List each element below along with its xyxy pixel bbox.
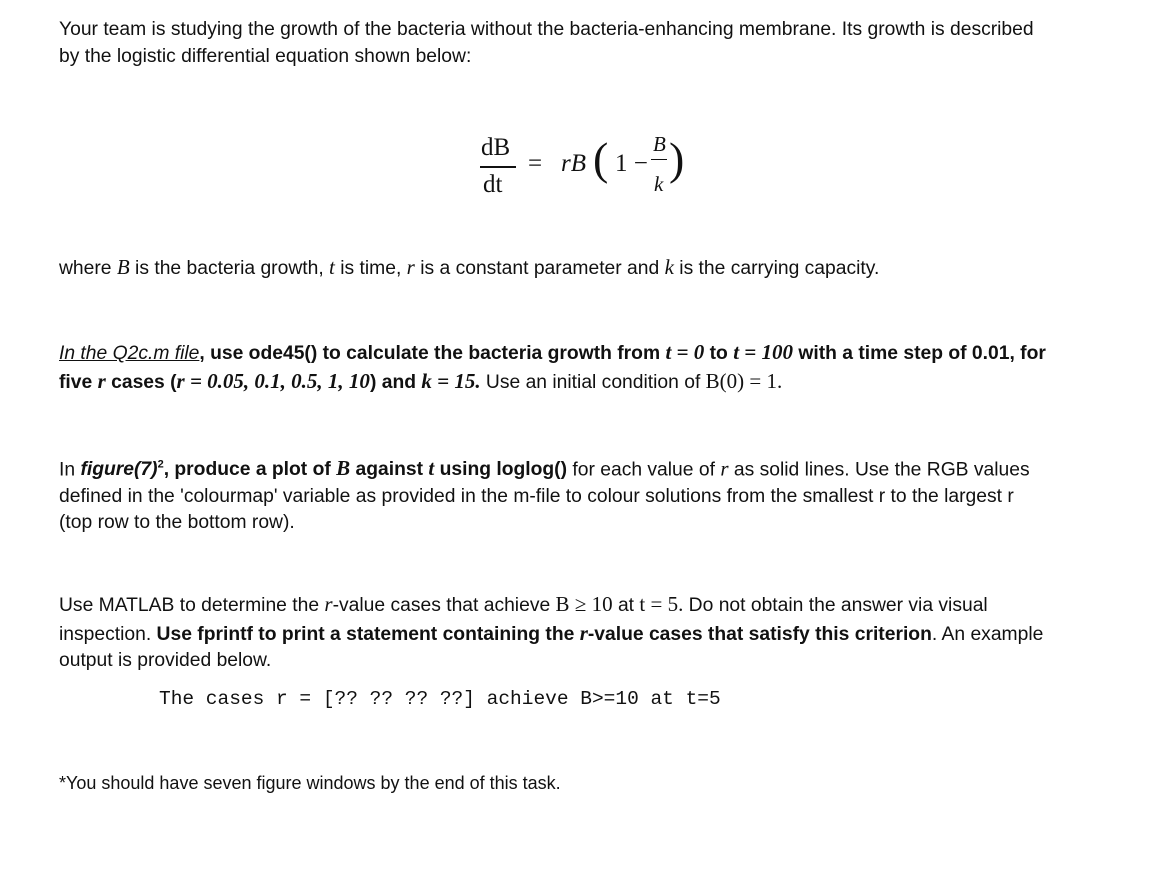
footnote: *You should have seven figure windows by the end of this task. [59, 773, 561, 793]
variable-definitions: where B is the bacteria growth, t is time, r is a constant parameter and k is the carrying capacity. [59, 255, 880, 279]
task-ode45-paragraph: In the Q2c.m file, use ode45() to calculate the bacteria growth from t = 0 to t = 100 with a time step of 0.01, for five r cases (r = 0.05, 0.1, 0.5, 1, 10) and k = 15. Use an initial condition of B(0) = 1. [59, 340, 1046, 393]
logistic-equation: dB dt = rB ( 1 − B k ) [481, 132, 685, 198]
example-output-code: The cases r = [?? ?? ?? ??] achieve B>=10 at t=5 [159, 688, 721, 710]
task-fprintf-paragraph: Use MATLAB to determine the r-value cases that achieve B ≥ 10 at t = 5. Do not obtain the answer via visual inspection. Use fprintf to print a statement containing the r-value cases that satisfy this criterion. An example output is provided below. [59, 592, 1044, 671]
q2c-file-reference: In the Q2c.m file [59, 343, 200, 364]
intro-paragraph: Your team is studying the growth of the bacteria without the bacteria-enhancing membrane. Its growth is described by the logistic differential equation shown below: [59, 19, 1034, 67]
task-plot-paragraph: In $figure(7)^2$, produce a plot of B against t using loglog() for each value of r as solid lines. Use the RGB values defined in the 'colourmap' variable as provided in the m-file to colour solutions from the smallest r to the largest r (top row to the bottom row). [59, 456, 1030, 534]
